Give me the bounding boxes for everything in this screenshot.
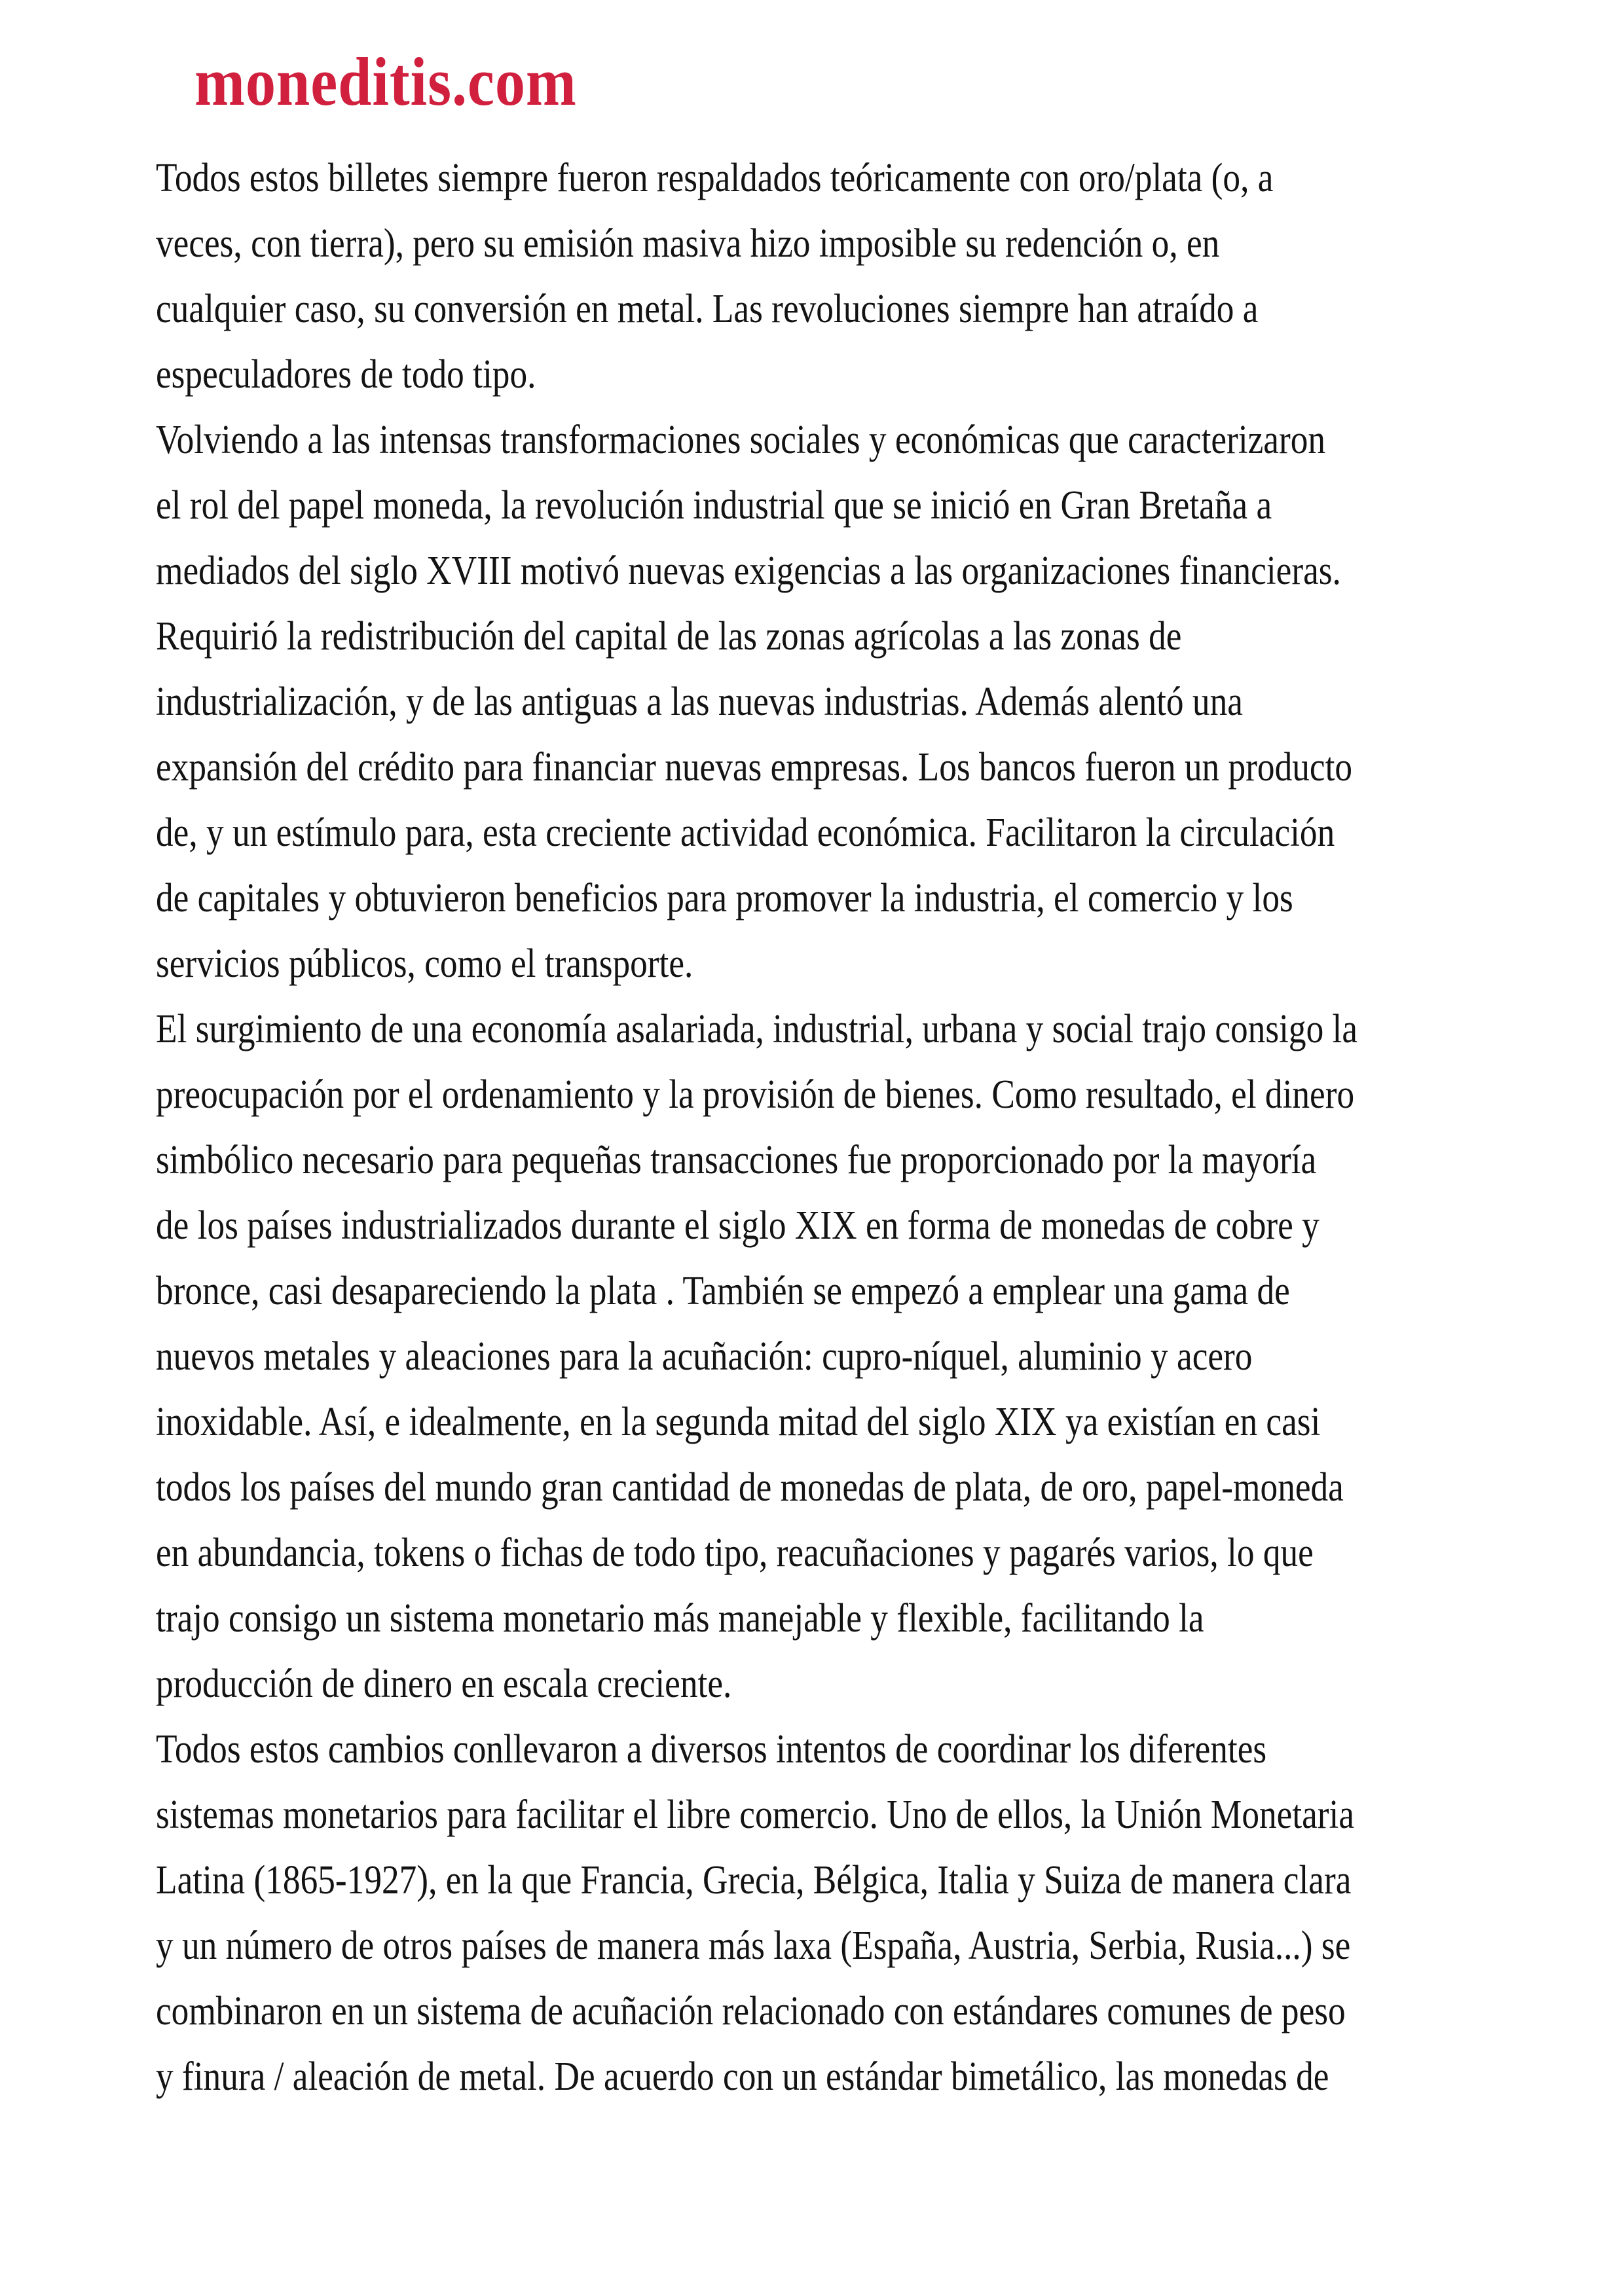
- text-line: Requirió la redistribución del capital de las zonas agrícolas a las zonas de: [156, 614, 1182, 659]
- text-line: trajo consigo un sistema monetario más manejable y flexible, facilitando la: [156, 1596, 1204, 1641]
- text-line: bronce, casi desapareciendo la plata . También se empezó a emplear una gama de: [156, 1269, 1290, 1313]
- text-line: Todos estos cambios conllevaron a diversos intentos de coordinar los diferentes: [156, 1727, 1267, 1772]
- text-line: de capitales y obtuvieron beneficios para promover la industria, el comercio y los: [156, 876, 1293, 920]
- document-body: [156, 145, 1531, 2109]
- text-line: nuevos metales y aleaciones para la acuñación: cupro-níquel, aluminio y acero: [156, 1334, 1253, 1379]
- site-brand: moneditis.com: [194, 43, 577, 120]
- text-line: y un número de otros países de manera más laxa (España, Austria, Serbia, Rusia...) se: [156, 1923, 1351, 1968]
- text-line: producción de dinero en escala creciente.: [156, 1662, 732, 1706]
- paragraph-4: [156, 1717, 1531, 2109]
- text-line: cualquier caso, su conversión en metal. Las revoluciones siempre han atraído a: [156, 287, 1259, 331]
- text-line: mediados del siglo XVIII motivó nuevas exigencias a las organizaciones financieras.: [156, 549, 1341, 593]
- text-line: Latina (1865-1927), en la que Francia, Grecia, Bélgica, Italia y Suiza de manera clara: [156, 1858, 1352, 1903]
- text-line: y finura / aleación de metal. De acuerdo con un estándar bimetálico, las monedas de: [156, 2054, 1329, 2099]
- text-line: servicios públicos, como el transporte.: [156, 941, 693, 986]
- text-line: sistemas monetarios para facilitar el libre comercio. Uno de ellos, la Unión Monetaria: [156, 1793, 1355, 1837]
- text-line: en abundancia, tokens o fichas de todo tipo, reacuñaciones y pagarés varios, lo que: [156, 1531, 1314, 1575]
- text-line: inoxidable. Así, e idealmente, en la segunda mitad del siglo XIX ya existían en casi: [156, 1400, 1321, 1444]
- text-line: preocupación por el ordenamiento y la provisión de bienes. Como resultado, el dinero: [156, 1072, 1355, 1117]
- text-line: veces, con tierra), pero su emisión masiva hizo imposible su redención o, en: [156, 221, 1220, 266]
- text-line: todos los países del mundo gran cantidad de monedas de plata, de oro, papel-moneda: [156, 1465, 1344, 1510]
- text-line: El surgimiento de una economía asalariada, industrial, urbana y social trajo consigo la: [156, 1007, 1358, 1051]
- text-line: industrialización, y de las antiguas a las nuevas industrias. Además alentó una: [156, 680, 1243, 724]
- text-line: combinaron en un sistema de acuñación relacionado con estándares comunes de peso: [156, 1989, 1346, 2033]
- text-line: especuladores de todo tipo.: [156, 352, 536, 397]
- text-line: de los países industrializados durante el siglo XIX en forma de monedas de cobre y: [156, 1203, 1320, 1248]
- text-line: de, y un estímulo para, esta creciente actividad económica. Facilitaron la circulación: [156, 811, 1335, 855]
- text-line: expansión del crédito para financiar nuevas empresas. Los bancos fueron un producto: [156, 745, 1353, 790]
- text-line: Todos estos billetes siempre fueron respaldados teóricamente con oro/plata (o, a: [156, 156, 1274, 200]
- text-line: Volviendo a las intensas transformaciones sociales y económicas que caracterizaron: [156, 418, 1326, 462]
- paragraph-1: [156, 145, 1531, 407]
- text-line: simbólico necesario para pequeñas transacciones fue proporcionado por la mayoría: [156, 1138, 1317, 1182]
- text-line: el rol del papel moneda, la revolución industrial que se inició en Gran Bretaña a: [156, 483, 1272, 528]
- paragraph-2: [156, 407, 1531, 996]
- paragraph-3: [156, 996, 1531, 1717]
